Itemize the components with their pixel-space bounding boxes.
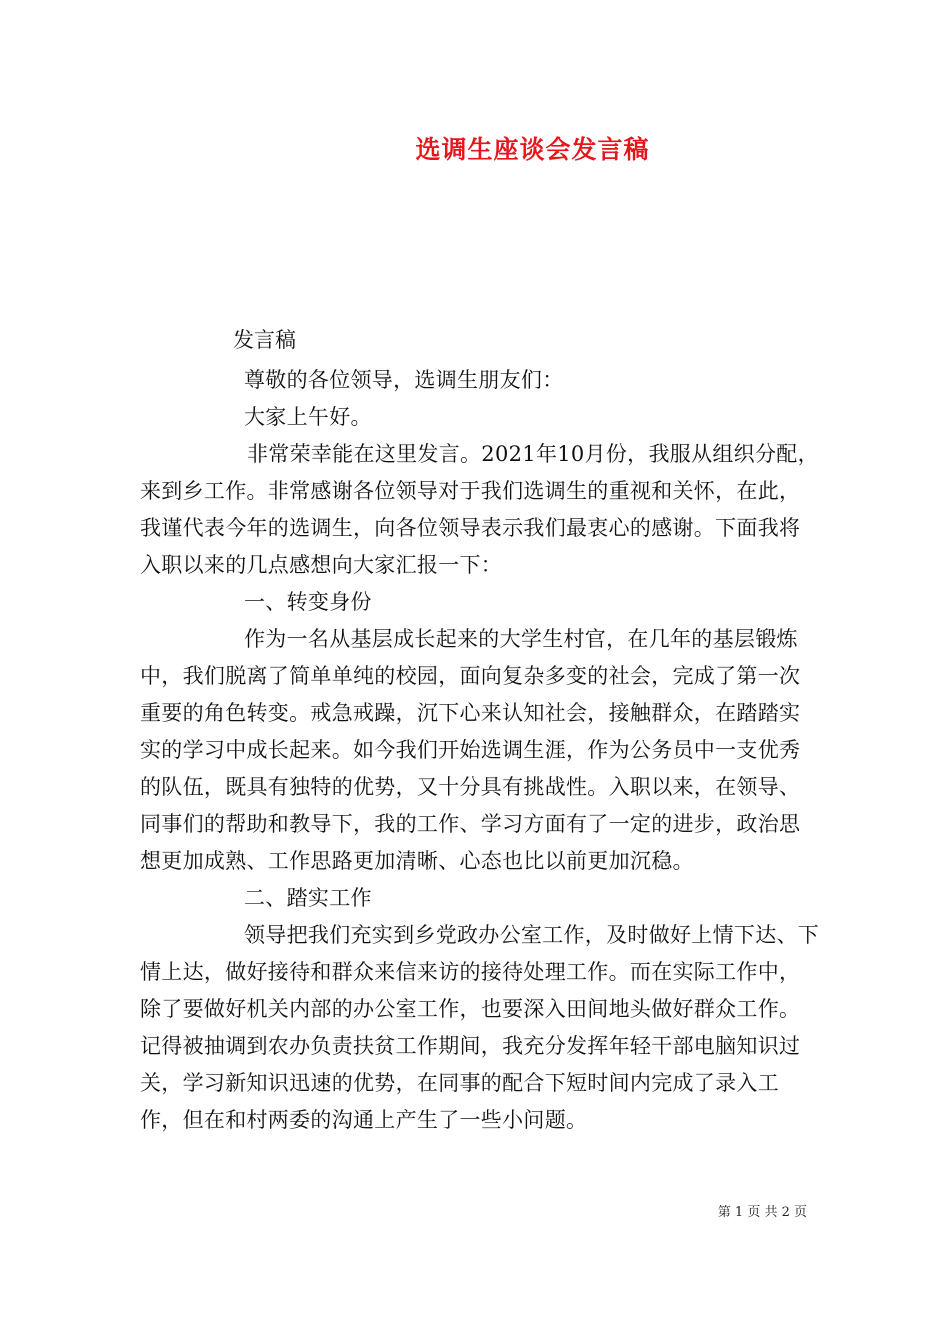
paragraph-intro: 非常荣幸能在这里发言。2021年10月份，我服从组织分配，来到乡工作。非常感谢各位领导对于我们选调生的重视和关怀，在此，我谨代表今年的选调生，向各位领导表示我们最衷心的感谢。下面我将入职以来的几点感想向大家汇报一下：: [140, 442, 819, 577]
section-heading-1: 一、转变身份: [244, 590, 372, 614]
document-label: 发言稿: [233, 328, 296, 352]
section-heading-2: 二、踏实工作: [244, 886, 372, 910]
paragraph-section-1: 作为一名从基层成长起来的大学生村官，在几年的基层锻炼中，我们脱离了简单单纯的校园，面向复杂多变的社会，完成了第一次重要的角色转变。戒急戒躁，沉下心来认知社会，接触群众，在踏踏实实的学习中成长起来。如今我们开始选调生涯，作为公务员中一支优秀的队伍，既具有独特的优势，又十分具有挑战性。入职以来，在领导、同事们的帮助和教导下，我的工作、学习方面有了一定的进步，政治思想更加成熟、工作思路更加清晰、心态也比以前更加沉稳。: [140, 627, 801, 873]
paragraph-greeting: 大家上午好。: [244, 405, 372, 429]
paragraph-section-2: 领导把我们充实到乡党政办公室工作，及时做好上情下达、下情上达，做好接待和群众来信来访的接待处理工作。而在实际工作中，除了要做好机关内部的办公室工作，也要深入田间地头做好群众工作。记得被抽调到农办负责扶贫工作期间，我充分发挥年轻干部电脑知识过关，学习新知识迅速的优势，在同事的配合下短时间内完成了录入工作，但在和村两委的沟通上产生了一些小问题。: [140, 923, 820, 1132]
page-footer: 第 1 页 共 2 页: [717, 1205, 807, 1220]
document-body: [140, 362, 820, 1139]
paragraph-salutation: 尊敬的各位领导，选调生朋友们：: [244, 368, 564, 392]
document-title: 选调生座谈会发言稿: [415, 135, 650, 164]
